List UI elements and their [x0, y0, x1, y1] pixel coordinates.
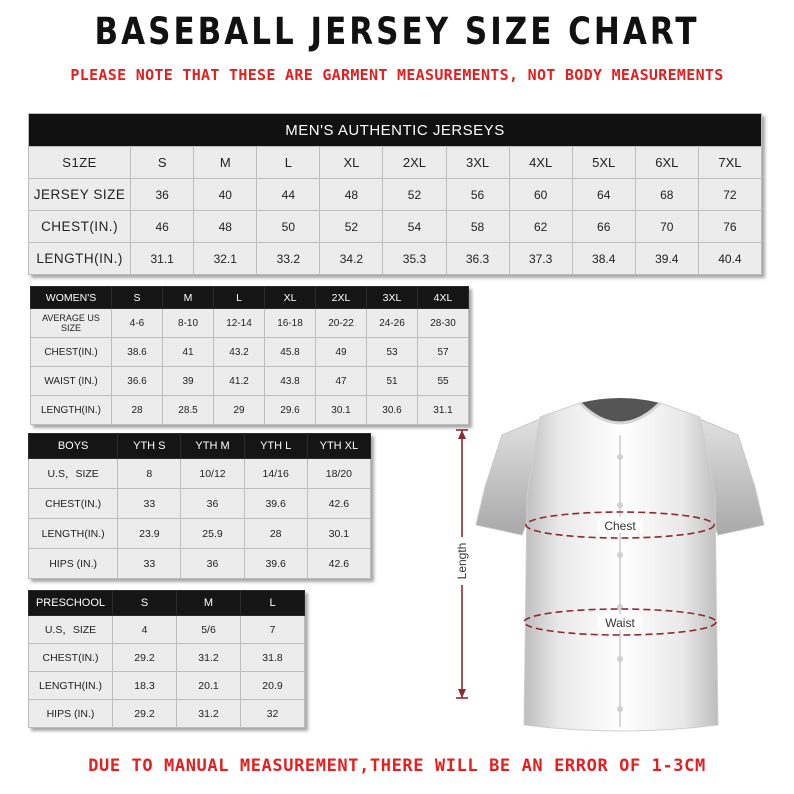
table-cell: 43.2	[214, 338, 265, 367]
row-label: LENGTH(IN.)	[31, 396, 112, 425]
table-row	[29, 179, 762, 211]
column-header: WOMEN'S	[31, 287, 112, 309]
column-header: S	[112, 287, 163, 309]
column-header: 2XL	[316, 287, 367, 309]
table-cell: 41.2	[214, 367, 265, 396]
table-row	[29, 459, 371, 489]
page-title: BASEBALL JERSEY SIZE CHART	[94, 10, 700, 54]
row-label: U.S，SIZE	[29, 459, 118, 489]
table-cell: 39.6	[244, 489, 307, 519]
table-cell: 4XL	[509, 147, 572, 179]
table-cell: 33.2	[257, 243, 320, 275]
table-cell: 57	[418, 338, 469, 367]
table-cell: 24-26	[367, 309, 418, 338]
table-cell: 4	[113, 616, 177, 644]
table-cell: 6XL	[635, 147, 698, 179]
row-label: HIPS (IN.)	[29, 549, 118, 579]
table-cell: 38.4	[572, 243, 635, 275]
table-cell: 36	[131, 179, 194, 211]
column-header: YTH S	[118, 434, 181, 459]
table-row	[29, 616, 305, 644]
column-header: 3XL	[367, 287, 418, 309]
table-cell: 31.8	[241, 644, 305, 672]
table-cell: 5XL	[572, 147, 635, 179]
row-label: U.S，SIZE	[29, 616, 113, 644]
table-row	[29, 147, 762, 179]
table-cell: 3XL	[446, 147, 509, 179]
table-row	[29, 549, 371, 579]
column-header: S	[113, 591, 177, 616]
column-header: YTH M	[181, 434, 244, 459]
table-cell: 14/16	[244, 459, 307, 489]
table-cell: 54	[383, 211, 446, 243]
table-cell: 33	[118, 489, 181, 519]
table-cell: 41	[163, 338, 214, 367]
table-cell: 28	[244, 519, 307, 549]
table-cell: 31.1	[418, 396, 469, 425]
mens-size-table	[28, 113, 762, 275]
measurement-note: PLEASE NOTE THAT THESE ARE GARMENT MEASUREMENTS, NOT BODY MEASUREMENTS	[70, 66, 724, 84]
table-cell: 76	[698, 211, 761, 243]
table-cell: 48	[320, 179, 383, 211]
table-cell: 42.6	[307, 489, 370, 519]
table-cell: 2XL	[383, 147, 446, 179]
row-label: CHEST(IN.)	[29, 644, 113, 672]
table-cell: 48	[194, 211, 257, 243]
table-cell: 7XL	[698, 147, 761, 179]
table-cell: 28	[112, 396, 163, 425]
preschool-size-table	[28, 590, 305, 728]
table-cell: 38.6	[112, 338, 163, 367]
table-cell: 40.4	[698, 243, 761, 275]
table-cell: 20-22	[316, 309, 367, 338]
table-row	[29, 644, 305, 672]
row-label: LENGTH(IN.)	[29, 672, 113, 700]
table-cell: 53	[367, 338, 418, 367]
table-cell: 18.3	[113, 672, 177, 700]
table-cell: 52	[383, 179, 446, 211]
table-cell: 29.2	[113, 644, 177, 672]
table-header-row	[31, 287, 469, 309]
column-header: L	[214, 287, 265, 309]
table-cell: 66	[572, 211, 635, 243]
table-cell: 52	[320, 211, 383, 243]
row-label: CHEST(IN.)	[29, 489, 118, 519]
table-row	[31, 309, 469, 338]
table-cell: 42.6	[307, 549, 370, 579]
table-cell: 28.5	[163, 396, 214, 425]
table-cell: XL	[320, 147, 383, 179]
table-cell: 51	[367, 367, 418, 396]
column-header: XL	[265, 287, 316, 309]
table-cell: 30.1	[316, 396, 367, 425]
table-cell: M	[194, 147, 257, 179]
table-cell: 4-6	[112, 309, 163, 338]
table-cell: 36.6	[112, 367, 163, 396]
womens-size-table	[30, 286, 469, 425]
row-label: WAIST (IN.)	[31, 367, 112, 396]
row-label: LENGTH(IN.)	[29, 243, 131, 275]
table-cell: 20.1	[177, 672, 241, 700]
column-header: BOYS	[29, 434, 118, 459]
table-cell: S	[131, 147, 194, 179]
column-header: YTH XL	[307, 434, 370, 459]
table-cell: 47	[316, 367, 367, 396]
table-cell: 29.6	[265, 396, 316, 425]
table-cell: 20.9	[241, 672, 305, 700]
column-header: PRESCHOOL	[29, 591, 113, 616]
table-row	[31, 396, 469, 425]
table-cell: 23.9	[118, 519, 181, 549]
table-cell: 58	[446, 211, 509, 243]
length-label: Length	[455, 542, 469, 580]
table-cell: 44	[257, 179, 320, 211]
table-cell: 31.2	[177, 700, 241, 728]
table-cell: 32	[241, 700, 305, 728]
table-cell: 10/12	[181, 459, 244, 489]
table-cell: L	[257, 147, 320, 179]
column-header: 4XL	[418, 287, 469, 309]
table-row	[29, 211, 762, 243]
table-cell: 32.1	[194, 243, 257, 275]
table-header-row	[29, 434, 371, 459]
table-cell: 8-10	[163, 309, 214, 338]
table-cell: 18/20	[307, 459, 370, 489]
table-cell: 30.1	[307, 519, 370, 549]
table-cell: 8	[118, 459, 181, 489]
row-label: HIPS (IN.)	[29, 700, 113, 728]
table-cell: 28-30	[418, 309, 469, 338]
table-cell: 46	[131, 211, 194, 243]
column-header: M	[163, 287, 214, 309]
table-cell: 31.2	[177, 644, 241, 672]
table-cell: 60	[509, 179, 572, 211]
table-cell: 43.8	[265, 367, 316, 396]
table-cell: 39	[163, 367, 214, 396]
table-cell: 36.3	[446, 243, 509, 275]
table-row	[31, 367, 469, 396]
waist-label: Waist	[605, 616, 635, 630]
table-cell: 34.2	[320, 243, 383, 275]
mens-table-title: MEN'S AUTHENTIC JERSEYS	[29, 114, 762, 147]
boys-size-table	[28, 433, 371, 579]
table-row	[31, 338, 469, 367]
chest-label: Chest	[604, 519, 636, 533]
table-cell: 72	[698, 179, 761, 211]
table-row	[29, 672, 305, 700]
row-label: CHEST(IN.)	[29, 211, 131, 243]
table-cell: 55	[418, 367, 469, 396]
table-row	[29, 243, 762, 275]
table-cell: 31.1	[131, 243, 194, 275]
table-cell: 70	[635, 211, 698, 243]
table-cell: 45.8	[265, 338, 316, 367]
table-cell: 29	[214, 396, 265, 425]
column-header: YTH L	[244, 434, 307, 459]
table-cell: 29.2	[113, 700, 177, 728]
table-cell: 16-18	[265, 309, 316, 338]
row-label: JERSEY SIZE	[29, 179, 131, 211]
footer-note: DUE TO MANUAL MEASUREMENT,THERE WILL BE AN ERROR OF 1-3CM	[88, 756, 706, 776]
table-cell: 37.3	[509, 243, 572, 275]
jersey-measurement-diagram	[430, 395, 794, 740]
table-cell: 36	[181, 549, 244, 579]
table-cell: 56	[446, 179, 509, 211]
table-cell: 39.4	[635, 243, 698, 275]
row-label: CHEST(IN.)	[31, 338, 112, 367]
table-cell: 64	[572, 179, 635, 211]
table-cell: 50	[257, 211, 320, 243]
table-cell: 62	[509, 211, 572, 243]
row-label: AVERAGE US SIZE	[31, 309, 112, 338]
table-cell: 35.3	[383, 243, 446, 275]
table-cell: 25.9	[181, 519, 244, 549]
table-row	[29, 519, 371, 549]
table-row	[29, 700, 305, 728]
column-header: M	[177, 591, 241, 616]
table-cell: 30.6	[367, 396, 418, 425]
table-cell: 36	[181, 489, 244, 519]
column-header: L	[241, 591, 305, 616]
table-cell: 7	[241, 616, 305, 644]
table-row	[29, 489, 371, 519]
table-cell: 49	[316, 338, 367, 367]
table-cell: 68	[635, 179, 698, 211]
table-cell: 39.6	[244, 549, 307, 579]
table-cell: 40	[194, 179, 257, 211]
table-cell: 5/6	[177, 616, 241, 644]
table-header-row	[29, 591, 305, 616]
table-cell: 33	[118, 549, 181, 579]
row-label: LENGTH(IN.)	[29, 519, 118, 549]
table-cell: 12-14	[214, 309, 265, 338]
jersey-icon	[476, 398, 764, 731]
row-label: S1ZE	[29, 147, 131, 179]
